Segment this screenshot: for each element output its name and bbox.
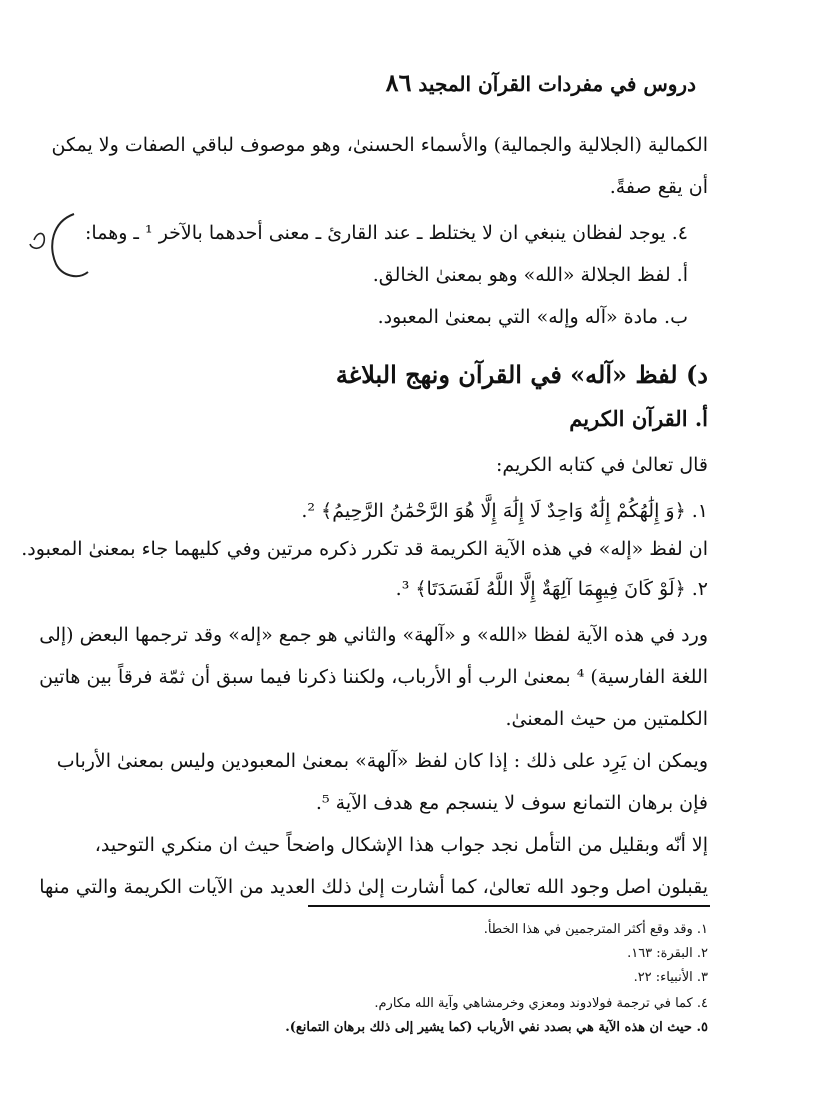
paragraph-3-line-2: فإن برهان التمانع سوف لا ينسجم مع هدف الآية ⁵. bbox=[315, 792, 708, 814]
footnote-3: ٣. الأنبياء: ٢٢. bbox=[633, 970, 708, 985]
list-item-b: ب. مادة «آله وإله» التي بمعنىٰ المعبود. bbox=[377, 306, 688, 328]
paragraph-1-line-1: الكمالية (الجلالية والجمالية) والأسماء الحسنىٰ، وهو موصوف لباقي الصفات ولا يمكن bbox=[51, 134, 708, 156]
verse-1-note: ان لفظ «إله» في هذه الآية الكريمة قد تكرر ذكره مرتين وفي كليهما جاء بمعنىٰ المعبود. bbox=[21, 538, 708, 560]
footnote-5: ٥. حيث ان هذه الآية هي بصدد نفي الأرباب (كما يشير إلى ذلك برهان التمانع). bbox=[285, 1020, 708, 1035]
list-item-a: أ. لفظ الجلالة «الله» وهو بمعنىٰ الخالق. bbox=[372, 264, 688, 286]
footnote-2: ٢. البقرة: ١٦٣. bbox=[627, 946, 708, 961]
footnote-1: ١. وقد وقع أكثر المترجمين في هذا الخطأ. bbox=[483, 922, 708, 937]
footnote-divider bbox=[308, 905, 710, 907]
paragraph-3-line-1: ويمكن ان يَرِد على ذلك : إذا كان لفظ «آلهة» بمعنىٰ المعبودين وليس بمعنىٰ الأرباب bbox=[56, 750, 708, 772]
page-number: ٨٦ bbox=[385, 68, 412, 97]
verse-intro: قال تعالىٰ في كتابه الكريم: bbox=[495, 454, 708, 476]
verse-1: ١. ﴿وَ إِلَٰهُكُمْ إِلَٰهٌ وَاحِدٌ لَا إِلَٰهَ إِلَّا هُوَ الرَّحْمَٰنُ الرَّحِيمُ﴾ ². bbox=[301, 500, 708, 522]
header-title: دروس في مفردات القرآن المجيد bbox=[418, 72, 696, 96]
paragraph-1-line-2: أن يقع صفةً. bbox=[609, 176, 708, 198]
paragraph-2-line-2: اللغة الفارسية) ⁴ بمعنىٰ الرب أو الأرباب، ولكننا ذكرنا فيما سبق أن ثمّة فرقاً بين هاتين bbox=[39, 666, 708, 688]
running-header bbox=[374, 68, 696, 97]
list-item-4: ٤. يوجد لفظان ينبغي ان لا يختلط ـ عند القارئ ـ معنى أحدهما بالآخر ¹ ـ وهما: bbox=[85, 222, 688, 244]
paragraph-4-line-1: إلا أنّه وبقليل من التأمل نجد جواب هذا الإشكال واضحاً حيث ان منكري التوحيد، bbox=[94, 834, 708, 856]
handwritten-margin-mark-icon bbox=[22, 206, 92, 286]
paragraph-2-line-1: ورد في هذه الآية لفظا «الله» و «آلهة» والثاني هو جمع «إله» وقد ترجمها البعض (إلى bbox=[39, 624, 708, 646]
subsection-heading: أ. القرآن الكريم bbox=[569, 406, 708, 431]
paragraph-4-line-2: يقبلون اصل وجود الله تعالىٰ، كما أشارت إلىٰ ذلك العديد من الآيات الكريمة والتي منها bbox=[39, 876, 708, 898]
paragraph-2-line-3: الكلمتين من حيث المعنىٰ. bbox=[505, 708, 708, 730]
footnote-4: ٤. كما في ترجمة فولادوند ومعزي وخرمشاهي وآية الله مكارم. bbox=[374, 996, 708, 1011]
verse-2: ٢. ﴿لَوْ كَانَ فِيهِمَا آلِهَةٌ إِلَّا اللَّهُ لَفَسَدَتَا﴾ ³. bbox=[395, 578, 708, 600]
section-heading: د) لفظ «آله» في القرآن ونهج البلاغة bbox=[335, 360, 708, 389]
